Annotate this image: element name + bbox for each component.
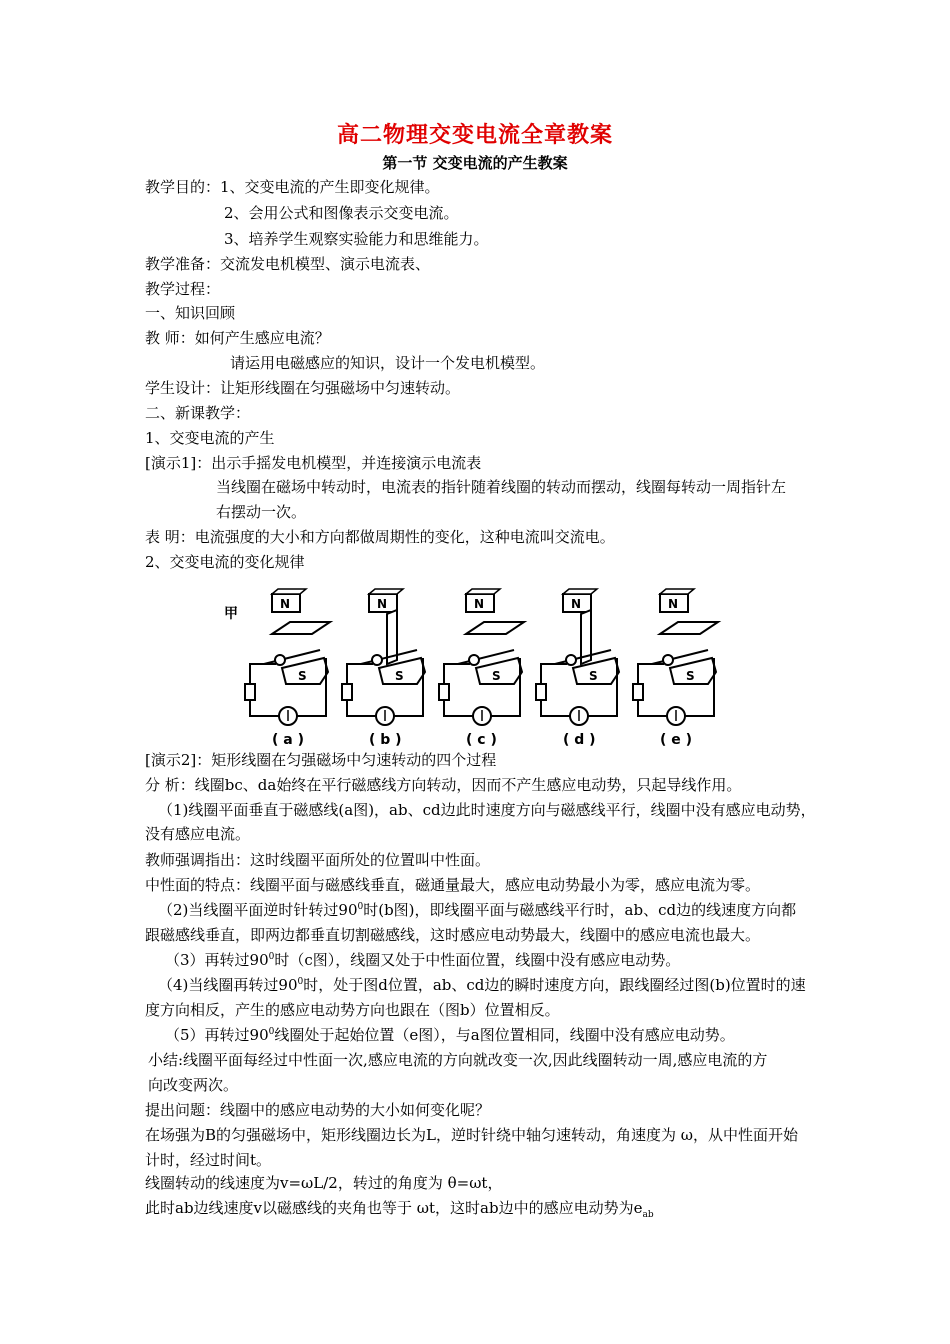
paragraph-line: 跟磁感线垂直，即两边都垂直切割磁感线，这时感应电动势最大，线圈中的感应电流也最大。 — [145, 926, 761, 944]
text-run: 时(b图)，即线圈平面与磁感线平行时，ab、cd边的线速度方向都 — [363, 901, 797, 919]
slip-ring — [372, 655, 382, 665]
magnet-top — [369, 589, 403, 594]
coil-horizontal — [660, 622, 718, 634]
magnet-top — [272, 589, 306, 594]
magnet-n-label: N — [377, 597, 388, 611]
magnet-s-label: S — [492, 669, 501, 683]
subscript: ab — [642, 1210, 654, 1220]
paragraph-line — [165, 950, 680, 970]
panel-label: ( e ) — [660, 732, 693, 748]
objectives-label: 教学目的： — [145, 178, 221, 196]
preparation-line: 教学准备：交流发电机模型、演示电流表、 — [145, 255, 431, 273]
resistor — [536, 684, 546, 700]
text-run: （5）再转过90 — [165, 1026, 269, 1044]
degree-sup: 0 — [268, 1027, 275, 1037]
degree-sup: 0 — [268, 952, 275, 962]
section-subtitle: 第一节 交变电流的产生教案 — [382, 154, 568, 172]
panel-label: ( b ) — [369, 732, 402, 748]
emf-line — [145, 1198, 654, 1225]
neutral-plane-line: 中性面的特点：线圈平面与磁感线垂直，磁通量最大，感应电动势最小为零，感应电流为零。 — [145, 876, 761, 894]
setup-line: 计时，经过时间t。 — [145, 1151, 272, 1169]
magnet-n-label: N — [668, 597, 679, 611]
magnet-s-label: S — [589, 669, 598, 683]
demo-line: [演示2]：矩形线圈在匀强磁场中匀速转动的四个过程 — [145, 751, 497, 769]
indicates-line: 表 明：电流强度的大小和方向都做周期性的变化，这种电流叫交流电。 — [145, 528, 615, 546]
section-heading: 二、新课教学： — [145, 404, 251, 422]
student-design-line: 学生设计：让矩形线圈在匀强磁场中匀速转动。 — [145, 379, 461, 397]
teacher-line: 教 师：如何产生感应电流？ — [145, 329, 330, 347]
magnet-n-label: N — [280, 597, 291, 611]
paragraph-line — [165, 1025, 735, 1045]
slip-ring — [469, 655, 479, 665]
resistor — [633, 684, 643, 700]
topic-heading: 2、交变电流的变化规律 — [145, 553, 305, 571]
coil-horizontal — [466, 622, 524, 634]
paragraph-line — [158, 975, 806, 995]
magnet-s-label: S — [686, 669, 695, 683]
demo-text: 当线圈在磁场中转动时，电流表的指针随着线圈的转动而摆动，线圈每转动一周指针左 — [216, 478, 787, 496]
setup-line: 在场强为B的匀强磁场中，矩形线圈边长为L，逆时针绕中轴匀速转动，角速度为 ω，从中性面开始 — [145, 1126, 798, 1144]
question-line: 提出问题：线圈中的感应电动势的大小如何变化呢？ — [145, 1101, 491, 1119]
text-run: （2)当线圈平面逆时针转过90 — [158, 901, 358, 919]
figure-jia-label: 甲 — [224, 606, 238, 622]
panel-label: ( d ) — [563, 732, 596, 748]
page-title: 高二物理交变电流全章教案 — [336, 122, 613, 148]
coil-horizontal — [272, 622, 330, 634]
generator-diagram — [222, 588, 722, 748]
text-run: 时（c图），线圈又处于中性面位置，线圈中没有感应电动势。 — [274, 951, 681, 969]
emphasis-line: 教师强调指出：这时线圈平面所处的位置叫中性面。 — [145, 851, 491, 869]
magnet-s-label: S — [395, 669, 404, 683]
slip-ring — [275, 655, 285, 665]
process-heading: 教学过程： — [145, 280, 221, 298]
text-run: （4)当线圈再转过90 — [158, 976, 298, 994]
topic-heading: 1、交变电流的产生 — [145, 429, 275, 447]
objective-item: 2、会用公式和图像表示交变电流。 — [224, 204, 459, 222]
slip-ring — [663, 655, 673, 665]
objective-item: 1、交变电流的产生即变化规律。 — [220, 178, 440, 196]
resistor — [342, 684, 352, 700]
paragraph-line: （1)线圈平面垂直于磁感线(a图)，ab、cd边此时速度方向与磁感线平行，线圈中没有感应电动势， — [158, 801, 816, 819]
objectives-line-1 — [145, 177, 440, 197]
magnet-s-label: S — [298, 669, 307, 683]
panel-label: ( a ) — [272, 732, 304, 748]
resistor — [439, 684, 449, 700]
objective-item: 3、培养学生观察实验能力和思维能力。 — [224, 230, 489, 248]
magnet-top — [563, 589, 597, 594]
paragraph-line: 度方向相反，产生的感应电动势方向也跟在（图b）位置相反。 — [145, 1001, 560, 1019]
generator-figure — [222, 588, 722, 748]
slip-ring — [566, 655, 576, 665]
text-run: （3）再转过90 — [165, 951, 269, 969]
demo-text: 右摆动一次。 — [216, 503, 307, 521]
summary-line: 小结:线圈平面每经过中性面一次,感应电流的方向就改变一次,因此线圈转动一周,感应电流的方 — [148, 1051, 768, 1069]
demo-line: [演示1]：出示手摇发电机模型，并连接演示电流表 — [145, 454, 482, 472]
magnet-top — [466, 589, 500, 594]
text-run: 时，处于图d位置，ab、cd边的瞬时速度方向，跟线圈经过图(b)位置时的速 — [303, 976, 806, 994]
resistor — [245, 684, 255, 700]
degree-sup: 0 — [357, 902, 364, 912]
analysis-line: 分 析：线圈bc、da始终在平行磁感线方向转动，因而不产生感应电动势，只起导线作用。 — [145, 776, 742, 794]
section-heading: 一、知识回顾 — [145, 304, 236, 322]
velocity-line: 线圈转动的线速度为v=ωL/2，转过的角度为 θ=ωt， — [145, 1174, 503, 1192]
text-run: 线圈处于起始位置（e图），与a图位置相同，线圈中没有感应电动势。 — [274, 1026, 735, 1044]
degree-sup: 0 — [297, 977, 304, 987]
panel-label: ( c ) — [466, 732, 497, 748]
summary-line: 向改变两次。 — [148, 1076, 239, 1094]
teacher-line: 请运用电磁感应的知识，设计一个发电机模型。 — [230, 354, 546, 372]
paragraph-line: 没有感应电流。 — [145, 825, 251, 843]
text-run: 此时ab边线速度v以磁感线的夹角也等于 ωt，这时ab边中的感应电动势为e — [145, 1199, 643, 1217]
paragraph-line — [158, 900, 796, 920]
magnet-n-label: N — [571, 597, 582, 611]
magnet-top — [660, 589, 694, 594]
magnet-n-label: N — [474, 597, 485, 611]
